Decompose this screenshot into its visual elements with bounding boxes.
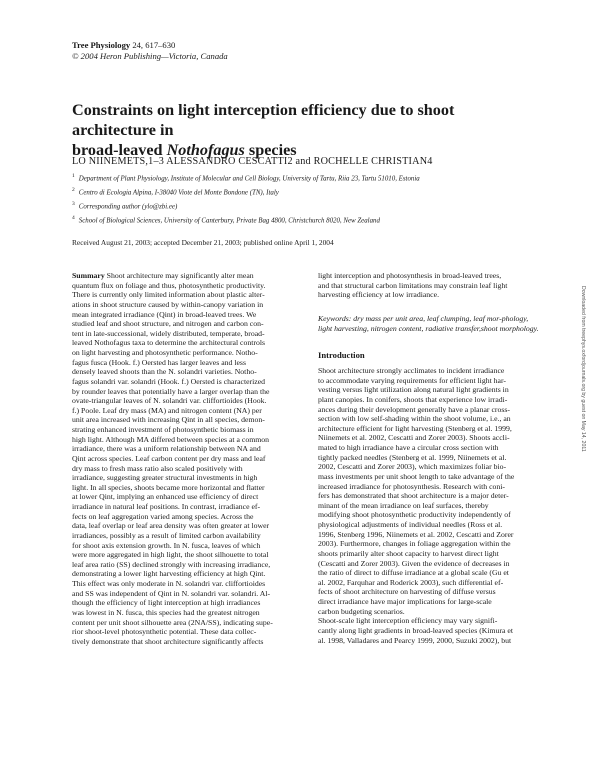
summary-line: irradiance in natural leaf positions. In contrast, irradiance ef- — [72, 502, 261, 511]
summary-line: irradiances, possibly as a result of limited carbon availability — [72, 530, 261, 540]
summary-line: data, leaf overlap or leaf area density was often greater at lower — [72, 521, 270, 531]
summary-line: for shoot axis extension growth. In N. fusca, leaves of which — [72, 540, 261, 550]
intro-line: mated to high irradiance have a circular cross section with — [318, 443, 499, 452]
summary-line: This effect was only moderate in N. solandri var. cliffortioides — [72, 579, 266, 588]
intro-heading: Introduction — [318, 350, 365, 360]
intro-line: carbon budgeting scenarios. — [318, 606, 405, 616]
summary-line: densely leaved shoots than the N. solandri varieties. Notho- — [72, 367, 257, 377]
summary-line: by rounder leaves that potentially have a larger overlap than the — [72, 386, 270, 396]
intro-line: (Cescatti and Zorer 2003). Given the evidence of decreases in — [318, 558, 510, 568]
summary-line: There is currently only limited information about plastic alter- — [72, 290, 265, 300]
keywords-line: shoot morphology. — [480, 323, 539, 333]
intro-line: minant of the mean irradiance on leaf surfaces, thereby — [318, 500, 489, 510]
summary-line: ations in shoot structure caused by within-canopy variation in — [72, 299, 264, 309]
intro-line: architecture efficient for light harvesting (Stenberg et al. 1999, — [318, 423, 512, 433]
journal-name: Tree Physiology — [72, 40, 131, 50]
author-list: LO NIINEMETS,1–3 ALESSANDRO CESCATTI2 and ROCHELLE CHRISTIAN4 — [72, 156, 433, 167]
summary-line: irradiance, suggesting greater structural investments in high — [72, 473, 258, 483]
intro-line: fers has demonstrated that shoot architecture is a major deter- — [318, 491, 509, 501]
summary-line: fagus fusca (Hook. f.) Oersted has larger leaves and less — [72, 357, 246, 367]
intro-line: direct irradiance have major implications for large-scale — [318, 597, 492, 606]
intro-line: the ratio of direct to diffuse irradiance at a global scale (Gu et — [318, 568, 509, 578]
summary-line: content per unit shoot silhouette area (2NA/SS), indicating supe- — [72, 617, 273, 627]
summary-line: mean integrated irradiance (Qint) in broad-leaved trees. We — [72, 309, 257, 319]
affiliation-4: $^4$ School of Biological Sciences, University of Canterbury, Private Bag 4800, Christchurch 8020, New Zealand — [72, 215, 380, 225]
summary-line: rior shoot-level photosynthetic potential. These data collec- — [72, 627, 257, 637]
summary-line: at lower Qint, implying an enhanced use efficiency of direct — [72, 492, 259, 502]
intro-line: fects of shoot architecture on harvesting of diffuse versus — [318, 587, 496, 597]
summary-line: irradiance, there was a uniform relationship between NA and — [72, 444, 261, 454]
intro-line: Niinemets et al. 2002, Cescatti and Zorer 2003). Shoots accli- — [318, 433, 510, 443]
intro-line: increased irradiance for photosynthesis. Research with coni- — [318, 481, 506, 491]
intro-line: al. 2002, Farquhar and Roderick 2003), such differential ef- — [318, 577, 504, 587]
paper-title — [72, 100, 542, 160]
intro-line: to accommodate varying requirements for efficient light har- — [318, 375, 506, 385]
summary-line: demonstrating a lower light harvesting efficiency at high Qint. — [72, 569, 266, 579]
affiliation-1: $^1$ Department of Plant Physiology, Institute of Molecular and Cell Biology, University of Tartu, Riia 23, Tartu 51010, Estonia — [72, 173, 420, 183]
keywords-line: Keywords: dry mass per unit area, leaf clumping, leaf mor- — [318, 314, 502, 323]
summary-continued-line: harvesting efficiency at low irradiance. — [318, 290, 440, 300]
intro-line: 2003). Furthermore, changes in foliage aggregation within the — [318, 539, 511, 549]
summary-line: tively demonstrate that shoot architecture significantly affects — [72, 636, 264, 646]
journal-header — [72, 40, 228, 62]
volume-pages: 24, 617–630 — [132, 40, 176, 50]
summary-line: fagus solandri var. solandri (Hook. f.) Oersted is characterized — [72, 376, 266, 386]
intro-line: al. 1998, Valladares and Pearcy 1999, 2000, Suzuki 2002), but — [318, 635, 512, 645]
summary-line: Summary Shoot architecture may significantly alter mean — [72, 271, 254, 280]
intro-line: tightly packed needles (Stenberg et al. 1999, Niinemets et al. — [318, 452, 507, 462]
received-dates: Received August 21, 2003; accepted December 21, 2003; published online April 1, 2004 — [72, 238, 334, 247]
intro-line: Shoot architecture strongly acclimates to incident irradiance — [318, 366, 505, 375]
summary-line: leaved Nothofagus taxa to determine the architectural controls — [72, 338, 266, 348]
intro-line: cantly along light gradients in broad-leaved species (Kimura et — [318, 625, 513, 635]
affiliation-2: $^2$ Centro di Ecologia Alpina, I-38040 Viote del Monte Bondone (TN), Italy — [72, 187, 279, 197]
summary-line: Qint across species. Leaf carbon content per dry mass and leaf — [72, 453, 266, 463]
summary-line: was lowest in N. fusca, this species had the greatest nitrogen — [72, 607, 260, 617]
summary-line: dry mass to fresh mass ratio also scaled positively with — [72, 463, 243, 473]
summary-continued-line: and that structural carbon limitations may constrain leaf light — [318, 280, 508, 290]
summary-line: though the efficiency of light interception at high irradiances — [72, 598, 261, 608]
summary-line: and SS was independent of Qint in N. solandri var. solandri. Al- — [72, 588, 271, 598]
summary-continued — [318, 271, 542, 300]
summary-column — [72, 271, 296, 646]
introduction-text — [318, 366, 542, 645]
download-watermark: Downloaded from treephys.oxfordjournals.org by guest on May 14, 2011 — [580, 286, 586, 452]
keywords-line: phology, light harvesting, nitrogen content, radiative transfer, — [318, 314, 529, 333]
intro-line: mass investments per unit shoot length to take advantage of the — [318, 471, 515, 481]
summary-line: quantum flux on foliage and thus, photosynthetic productivity. — [72, 280, 266, 290]
affiliation-3: $^3$ Corresponding author (ylo@zbi.ee) — [72, 201, 178, 211]
summary-line: were more aggregated in high light, the shoot silhouette to total — [72, 550, 269, 560]
summary-line: light. In all species, shoots became more horizontal and flatter — [72, 482, 265, 492]
intro-line: section with low self-shading within the shoot volume, i.e., an — [318, 414, 511, 424]
summary-line: studied leaf and shoot structure, and nitrogen and carbon con- — [72, 319, 264, 329]
intro-line: 2002, Cescatti and Zorer 2003), which maximizes foliar bio- — [318, 462, 507, 472]
summary-line: tent in late-successional, widely distributed, temperate, broad- — [72, 328, 265, 338]
summary-line: on light harvesting and photosynthetic performance. Notho- — [72, 348, 258, 357]
keywords — [318, 314, 542, 333]
summary-line: f.) Poole. Leaf dry mass (MA) and nitrogen content (NA) per — [72, 405, 262, 415]
intro-line: ances during their development generally have a planar cross- — [318, 404, 510, 414]
intro-line: 1996, Stenberg 1996, Niinemets et al. 2002, Cescatti and Zorer — [318, 529, 514, 539]
intro-line: Shoot-scale light interception efficiency may vary signifi- — [318, 616, 498, 626]
summary-line: unit area increased with increasing Qint in all species, demon- — [72, 415, 265, 425]
title-line-1: Constraints on light interception efficiency due to shoot architecture in — [72, 101, 455, 139]
intro-line: plant canopies. In conifers, shoots that experience low irradi- — [318, 394, 508, 404]
intro-line: modifying shoot photosynthetic productivity independently of — [318, 510, 511, 520]
intro-line: vesting versus light utilization along natural light gradients in — [318, 385, 509, 395]
summary-continued-line: light interception and photosynthesis in broad-leaved trees, — [318, 271, 502, 280]
intro-line: physiological adjustments of individual needles (Ross et al. — [318, 520, 503, 529]
title-line-2: broad-leaved Nothofagus species — [72, 141, 297, 159]
summary-line: ovate-triangular leaves of N. solandri var. cliffortioides (Hook. — [72, 396, 267, 406]
summary-line: leaf area ratio (SS) declined strongly with increasing irradiance, — [72, 559, 271, 569]
summary-line: high light. Although MA differed between species at a common — [72, 434, 270, 444]
copyright-line: © 2004 Heron Publishing—Victoria, Canada — [72, 51, 228, 61]
intro-line: shoots primarily alter shoot capacity to harvest direct light — [318, 548, 499, 558]
summary-line: fects on leaf aggregation varied among species. Across the — [72, 511, 254, 521]
summary-label: Summary — [72, 271, 107, 280]
summary-line: strating enhanced investment of photosynthetic biomass in — [72, 425, 254, 434]
